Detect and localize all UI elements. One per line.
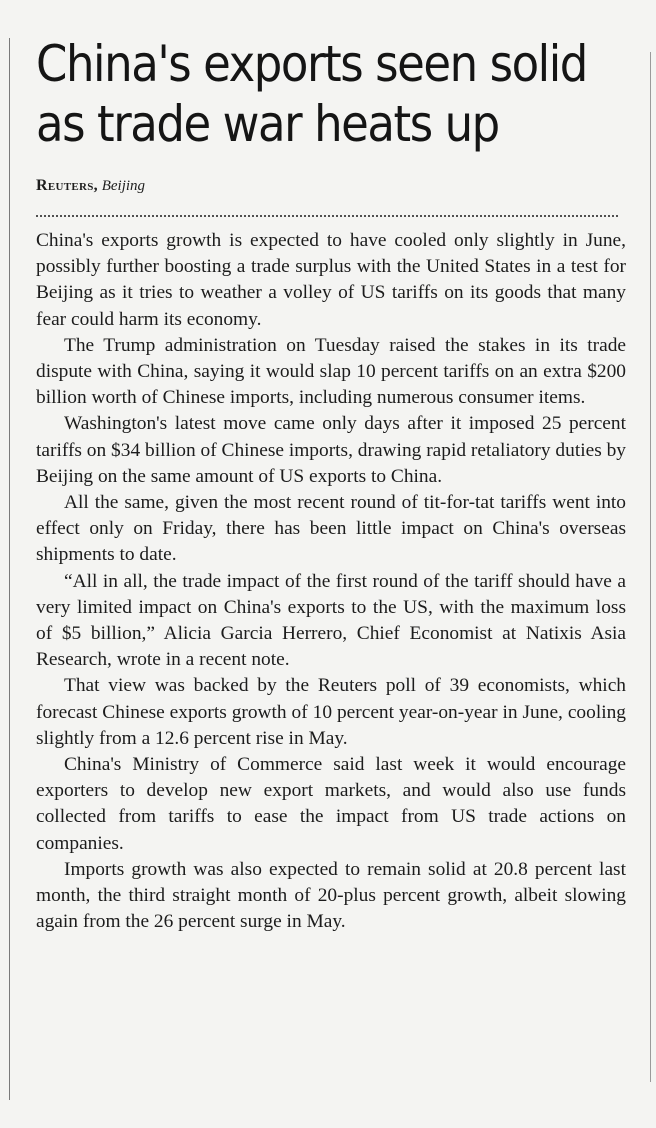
paragraph: Imports growth was also expected to remain solid at 20.8 percent last month, the third straight month of 20-plus percent growth, albeit slowing again from the 26 percent surge in May. bbox=[36, 858, 626, 933]
paragraph: China's Ministry of Commerce said last week it would encourage exporters to develop new export markets, and would also use funds collected from tariffs to ease the impact from US trade actions on companies. bbox=[36, 754, 626, 854]
headline-line-2: as trade war heats up bbox=[36, 95, 499, 153]
byline-source: Reuters, bbox=[36, 177, 98, 194]
article-body bbox=[36, 228, 626, 935]
byline bbox=[36, 177, 626, 195]
column-rule-right bbox=[650, 52, 651, 1082]
headline-line-1: China's exports seen solid bbox=[36, 35, 587, 93]
paragraph: All the same, given the most recent round of tit-for-tat tariffs went into effect only on Friday, there has been little impact on China's overseas shipments to date. bbox=[36, 492, 626, 566]
news-article bbox=[36, 34, 626, 935]
paragraph: China's exports growth is expected to have cooled only slightly in June, possibly further boosting a trade surplus with the United States in a test for Beijing as it tries to weather a volley of US tariffs on its goods that many fear could harm its economy. bbox=[36, 230, 626, 330]
headline bbox=[36, 34, 587, 154]
byline-dateline: Beijing bbox=[101, 178, 146, 194]
paragraph: “All in all, the trade impact of the first round of the tariff should have a very limited impact on China's exports to the US, with the maximum loss of $5 billion,” Alicia Garcia Herrero, Chief Economist at Natixis Asia Research, wrote in a recent note. bbox=[36, 570, 626, 671]
paragraph: The Trump administration on Tuesday raised the stakes in its trade dispute with China, saying it would slap 10 percent tariffs on an extra $200 billion worth of Chinese imports, including numerous consumer items. bbox=[36, 334, 626, 409]
paragraph: That view was backed by the Reuters poll of 39 economists, which forecast Chinese exports growth of 10 percent year-on-year in June, cooling slightly from a 12.6 percent rise in May. bbox=[36, 675, 626, 749]
column-rule-left bbox=[9, 38, 10, 1100]
dotted-divider bbox=[36, 215, 618, 217]
paragraph: Washington's latest move came only days after it imposed 25 percent tariffs on $34 billion of Chinese imports, drawing rapid retaliatory duties by Beijing on the same amount of US exports to China. bbox=[36, 413, 626, 487]
